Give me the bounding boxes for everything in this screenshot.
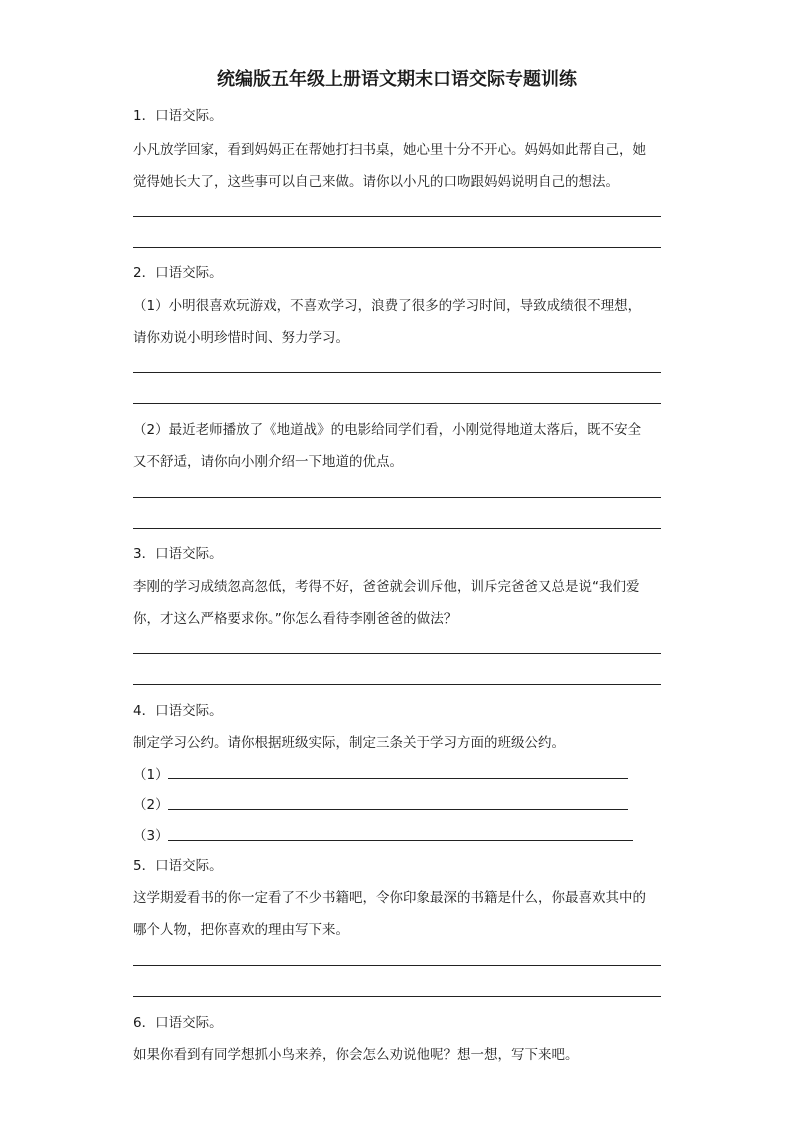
q2-part1-answer-line-1[interactable] bbox=[133, 372, 661, 373]
q2-part2-answer-line-2[interactable] bbox=[133, 528, 661, 529]
q1-answer-line-1[interactable] bbox=[133, 216, 661, 217]
q2-part1-line1: （1）小明很喜欢玩游戏，不喜欢学习，浪费了很多的学习时间，导致成绩很不理想， bbox=[133, 298, 642, 314]
q2-part1-line2: 请你劝说小明珍惜时间、努力学习。 bbox=[133, 330, 349, 346]
q4-item-3-answer-line[interactable] bbox=[168, 840, 633, 841]
q4-item-2-label: （2） bbox=[133, 797, 169, 813]
q5-answer-line-1[interactable] bbox=[133, 965, 661, 966]
q2-part2-answer-line-1[interactable] bbox=[133, 497, 661, 498]
q3-text-line2: 你，才这么严格要求你。”你怎么看待李刚爸爸的做法？ bbox=[133, 611, 458, 627]
q4-item-3-label: （3） bbox=[133, 828, 169, 844]
q2-heading: 2．口语交际。 bbox=[133, 265, 223, 281]
q1-heading: 1．口语交际。 bbox=[133, 108, 223, 124]
q4-item-2-answer-line[interactable] bbox=[168, 809, 628, 810]
q1-text-line1: 小凡放学回家，看到妈妈正在帮她打扫书桌，她心里十分不开心。妈妈如此帮自己，她 bbox=[133, 142, 646, 158]
q6-heading: 6．口语交际。 bbox=[133, 1015, 223, 1031]
q4-heading: 4．口语交际。 bbox=[133, 703, 223, 719]
q5-text-line2: 哪个人物，把你喜欢的理由写下来。 bbox=[133, 922, 349, 938]
q3-answer-line-2[interactable] bbox=[133, 684, 661, 685]
q4-item-1-answer-line[interactable] bbox=[168, 778, 628, 779]
q4-text-line1: 制定学习公约。请你根据班级实际，制定三条关于学习方面的班级公约。 bbox=[133, 735, 565, 751]
q2-part2-line1: （2）最近老师播放了《地道战》的电影给同学们看，小刚觉得地道太落后，既不安全 bbox=[133, 422, 642, 438]
q5-answer-line-2[interactable] bbox=[133, 996, 661, 997]
q1-answer-line-2[interactable] bbox=[133, 247, 661, 248]
q5-text-line1: 这学期爱看书的你一定看了不少书籍吧，令你印象最深的书籍是什么，你最喜欢其中的 bbox=[133, 890, 646, 906]
q6-text-line1: 如果你看到有同学想抓小鸟来养，你会怎么劝说他呢？想一想，写下来吧。 bbox=[133, 1047, 579, 1063]
q4-item-1-label: （1） bbox=[133, 767, 169, 783]
q2-part1-answer-line-2[interactable] bbox=[133, 403, 661, 404]
q5-heading: 5．口语交际。 bbox=[133, 858, 223, 874]
page-title: 统编版五年级上册语文期末口语交际专题训练 bbox=[217, 69, 577, 90]
q1-text-line2: 觉得她长大了，这些事可以自己来做。请你以小凡的口吻跟妈妈说明自己的想法。 bbox=[133, 174, 619, 190]
q3-text-line1: 李刚的学习成绩忽高忽低，考得不好，爸爸就会训斥他，训斥完爸爸又总是说“我们爱 bbox=[133, 579, 640, 595]
q3-answer-line-1[interactable] bbox=[133, 653, 661, 654]
q3-heading: 3．口语交际。 bbox=[133, 546, 223, 562]
q2-part2-line2: 又不舒适，请你向小刚介绍一下地道的优点。 bbox=[133, 454, 403, 470]
